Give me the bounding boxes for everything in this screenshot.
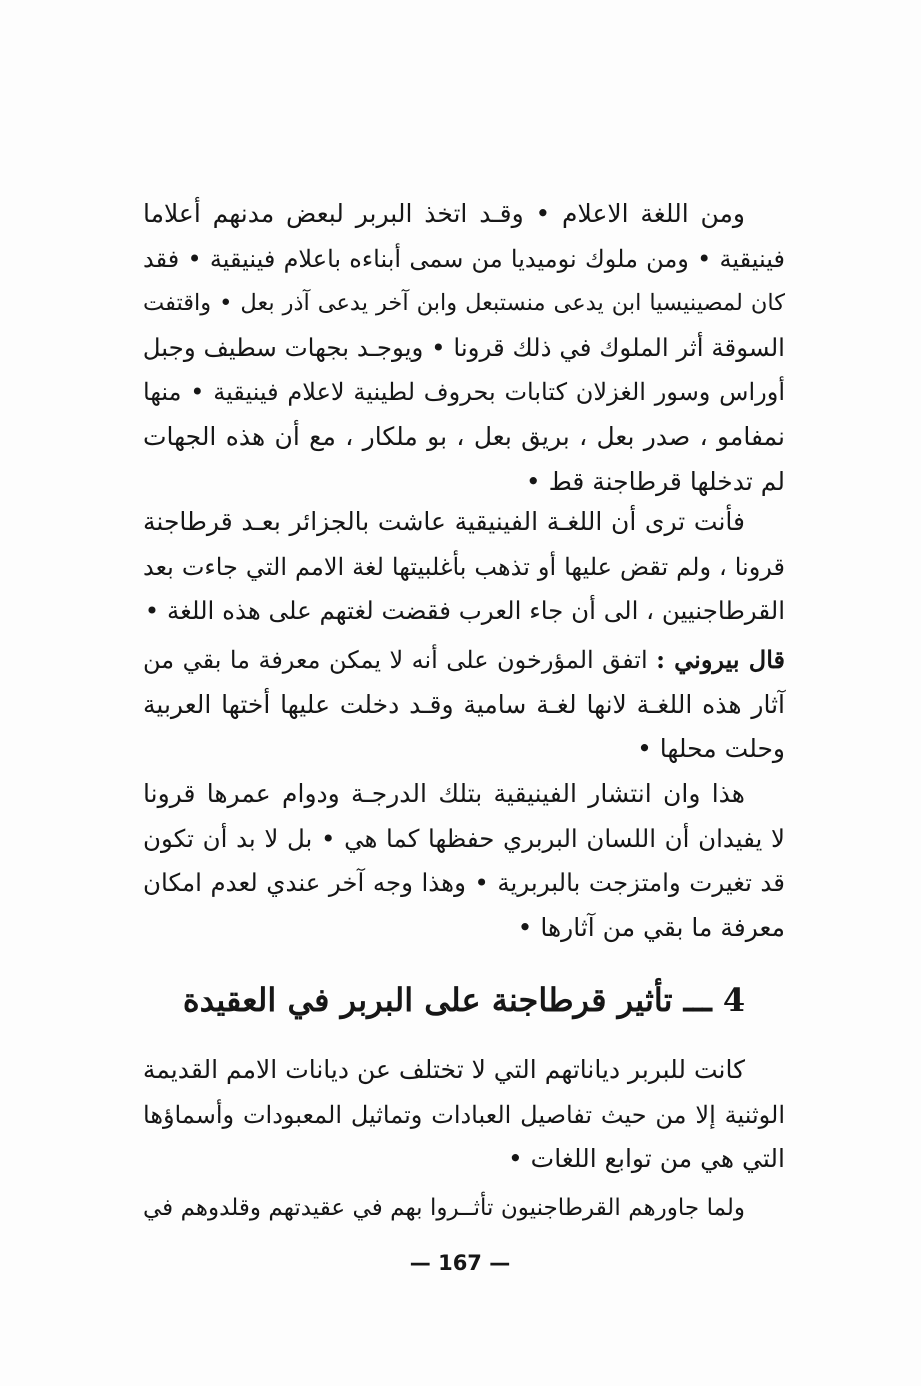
text-line: لم تدخلها قرطاجنة قط • <box>525 466 785 496</box>
section-paragraph-2 <box>143 1186 785 1231</box>
paragraph-text <box>143 1186 785 1231</box>
text-line <box>143 638 785 683</box>
paragraph-2 <box>143 500 785 634</box>
paragraph-4 <box>143 772 785 950</box>
quote-author-label: قال بيروني : <box>656 645 785 674</box>
page-number: — 167 — <box>409 1251 511 1275</box>
paragraph-text <box>143 500 785 634</box>
text-line: لا يفيدان أن اللسان البربري حفظها كما هي • بل لا بد أن تكون <box>143 823 785 853</box>
paragraph-text <box>143 1048 785 1182</box>
text-line: كانت للبربر دياناتهم التي لا تختلف عن ديانات الامم القديمة <box>142 1055 745 1084</box>
text-line: قرونا ، ولم تقض عليها أو تذهب بأغلبيتها لغة الامم التي جاءت بعد <box>143 552 785 581</box>
section-paragraph-1 <box>143 1048 785 1182</box>
text-segment: اتفق المؤرخون على أنه لا يمكن معرفة ما بقي من <box>143 646 657 674</box>
text-line: هذا وان انتشار الفينيقية بتلك الدرجـة ودوام عمرها قرونا <box>143 779 745 808</box>
text-line: كان لمصينيسيا ابن يدعى منستبعل وابن آخر يدعى آذر بعل • واقتفت <box>143 290 785 317</box>
text-line: السوقة أثر الملوك في ذلك قرونا • ويوجـد بجهات سطيف وجبل <box>142 332 785 362</box>
paragraph-text <box>143 772 785 950</box>
text-line: نمفامو ، صدر بعل ، بريق بعل ، بو ملكار ، مع أن هذه الجهات <box>143 421 785 451</box>
text-line: فينيقية • ومن ملوك نوميديا من سمى أبناءه باعلام فينيقية • فقد <box>143 244 785 273</box>
text-line: فأنت ترى أن اللغـة الفينيقية عاشت بالجزائر بعـد قرطاجنة <box>143 507 745 536</box>
text-line: معرفة ما بقي من آثارها • <box>517 912 785 942</box>
text-line: أوراس وسور الغزلان كتابات بحروف لطينية لاعلام فينيقية • منها <box>143 378 785 407</box>
text-line: القرطاجنيين ، الى أن جاء العرب فقضت لغتهم على هذه اللغة • <box>144 596 785 626</box>
paragraph-1 <box>143 192 785 504</box>
text-line: ومن اللغة الاعلام • وقـد اتخذ البربر لبعض مدنهم أعلاما <box>143 199 745 228</box>
text-line: ولما جاورهم القرطاجنيون تأثــروا بهم في عقيدتهم وقلدوهم في <box>143 1195 745 1221</box>
paragraph-text <box>143 638 785 772</box>
text-line: التي هي من توابع اللغات • <box>507 1144 785 1174</box>
text-line: آثار هذه اللغـة لانها لغـة سامية وقـد دخلت عليها أختها العربية <box>143 689 785 719</box>
paragraph-text <box>143 192 785 504</box>
section-heading: 4 ـــ تأثير قرطاجنة على البربر في العقيدة <box>182 981 746 1019</box>
text-line: وحلت محلها • <box>637 734 785 764</box>
paragraph-3 <box>143 638 785 772</box>
text-line: الوثنية إلا من حيث تفاصيل العبادات وتماثيل المعبودات وأسماؤها <box>143 1100 785 1129</box>
text-line: قد تغيرت وامتزجت بالبربرية • وهذا وجه آخر عندي لعدم امكان <box>143 868 785 898</box>
